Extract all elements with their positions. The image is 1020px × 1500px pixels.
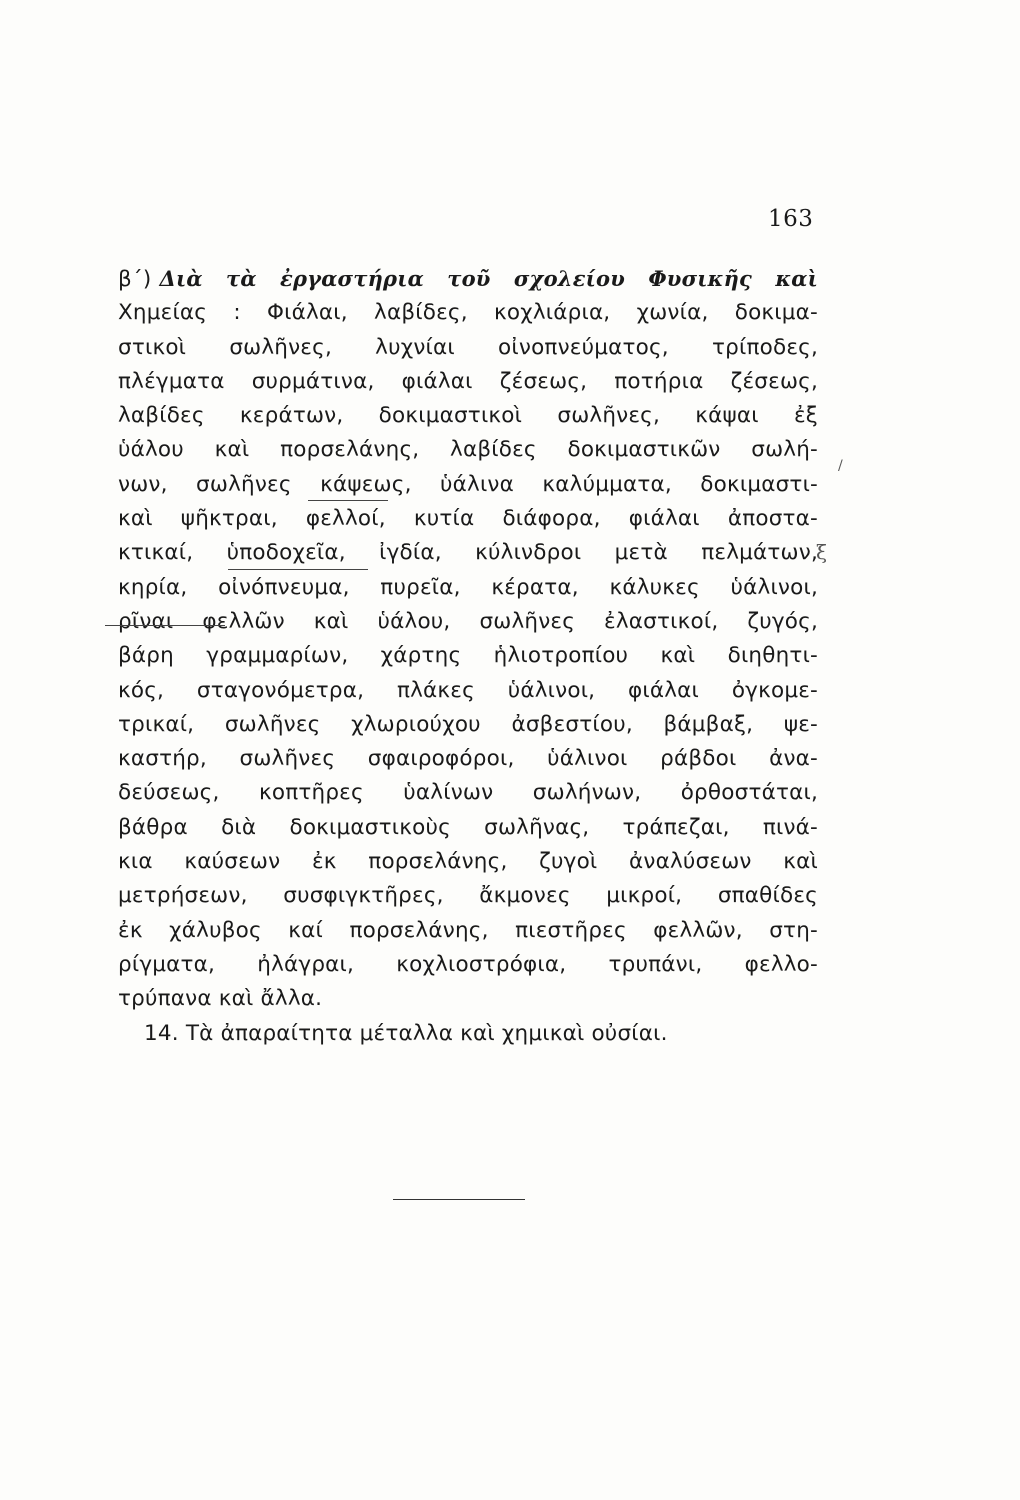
footnote-rule <box>393 1199 525 1200</box>
item-14-line: 14. Τὰ ἀπαραίτητα μέταλλα καὶ χημικαὶ οὐσίαι. <box>144 1020 668 1046</box>
body-line-17: κια καύσεων ἐκ πορσελάνης, ζυγοὶ ἀναλύσεων καὶ <box>118 849 818 875</box>
section-heading: Διὰ τὰ ἐργαστήρια τοῦ σχολείου Φυσικῆς καὶ <box>159 266 818 291</box>
body-line-5: ὑάλου καὶ πορσελάνης, λαβίδες δοκιμαστικῶν σωλή- <box>118 437 818 463</box>
section-label: β΄) <box>118 267 152 292</box>
body-line-7: καὶ ψῆκτραι, φελλοί, κυτία διάφορα, φιάλαι ἀποστα- <box>118 506 818 532</box>
body-line-14: καστήρ, σωλῆνες σφαιροφόροι, ὑάλινοι ράβδοι ἀνα- <box>118 746 818 772</box>
body-line-18: μετρήσεων, συσφιγκτῆρες, ἄκμονες μικροί, σπαθίδες <box>118 883 818 909</box>
body-line-21: τρύπανα καὶ ἄλλα. <box>118 986 323 1012</box>
body-line-6: νων, σωλῆνες κάψεως, ὑάλινα καλύμματα, δοκιμαστι- <box>118 471 818 497</box>
margin-squiggle-icon: ξ <box>816 540 828 564</box>
page-number: 163 <box>768 206 814 232</box>
body-line-16: βάθρα διὰ δοκιμαστικοὺς σωλῆνας, τράπεζαι, πινά- <box>118 814 818 840</box>
margin-tick-icon: / <box>838 458 843 474</box>
body-line-9: κηρία, οἰνόπνευμα, πυρεῖα, κέρατα, κάλυκες ὑάλινοι, <box>118 574 818 600</box>
body-line-10: ρῖναι φελλῶν καὶ ὑάλου, σωλῆνες ἐλαστικοί, ζυγός, <box>118 608 818 634</box>
body-line-1: Χημείας : Φιάλαι, λαβίδες, κοχλιάρια, χωνία, δοκιμα- <box>118 300 818 326</box>
pencil-underline-ypodocheia <box>228 569 368 570</box>
body-line-19: ἐκ χάλυβος καί πορσελάνης, πιεστῆρες φελλῶν, στη- <box>118 917 818 943</box>
body-line-20: ρίγματα, ἠλάγραι, κοχλιοστρόφια, τρυπάνι, φελλο- <box>118 951 818 977</box>
paragraph-beta <box>118 262 818 1051</box>
body-line-12: κός, σταγονόμετρα, πλάκες ὑάλινοι, φιάλαι ὀγκομε- <box>118 677 818 703</box>
body-line-4: λαβίδες κεράτων, δοκιμαστικοὶ σωλῆνες, κάψαι ἐξ <box>118 403 818 429</box>
pencil-underline-rinai <box>105 625 225 626</box>
body-line-11: βάρη γραμμαρίων, χάρτης ἡλιοτροπίου καὶ διηθητι- <box>118 643 818 669</box>
body-line-13: τρικαί, σωλῆνες χλωριούχου ἀσβεστίου, βάμβαξ, ψε- <box>118 711 818 737</box>
body-line-8: κτικαί, ὑποδοχεῖα, ἰγδία, κύλινδροι μετὰ πελμάτων, <box>118 540 818 566</box>
body-line-3: πλέγματα συρμάτινα, φιάλαι ζέσεως, ποτήρια ζέσεως, <box>118 368 818 394</box>
heading-line <box>118 262 818 296</box>
body-line-2: στικοὶ σωλῆνες, λυχνίαι οἰνοπνεύματος, τρίποδες, <box>118 334 818 360</box>
body-line-15: δεύσεως, κοπτῆρες ὑαλίνων σωλήνων, ὀρθοστάται, <box>118 780 818 806</box>
pencil-underline-kapseos <box>308 500 388 501</box>
